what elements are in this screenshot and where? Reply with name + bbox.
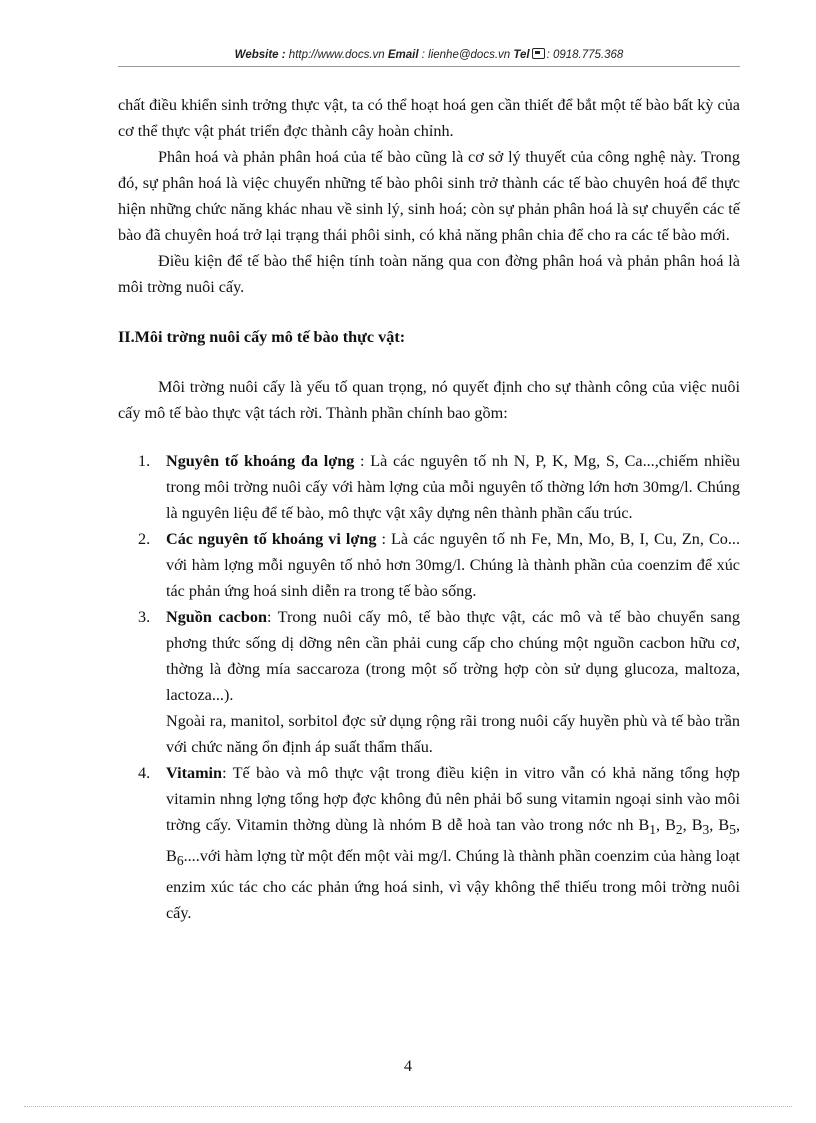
paragraph-1: chất điều khiển sinh trởng thực vật, ta có thể hoạt hoá gen cần thiết để bắt một tế bào bất kỳ của cơ thể thực vật phát triển đợc thành cây hoàn chỉnh. <box>118 96 740 140</box>
page-number: 4 <box>404 1058 412 1075</box>
list-item <box>118 760 740 926</box>
website-label: Website : <box>234 49 286 61</box>
subscript: 3 <box>702 822 710 838</box>
components-list <box>118 448 740 926</box>
list-item-text: : Tế bào và mô thực vật trong điều kiện in vitro vẫn có khả năng tổng hợp vitamin nhng lợng tổng hợp đợc không đủ nên phải bổ sung vitamin ngoại sinh vào môi trờng cấy. Vitamin thờng dùng là nhóm B dễ hoà tan vào trong nớc nh B <box>166 764 740 834</box>
subscript: 6 <box>176 853 184 869</box>
list-number: 1. <box>138 452 151 470</box>
subscript: 1 <box>649 822 657 838</box>
list-item-continuation: Ngoài ra, manitol, sorbitol đợc sử dụng rộng rãi trong nuôi cấy huyền phù và tế bào trần với chức năng ổn định áp suất thẩm thấu. <box>166 712 740 756</box>
phone-icon <box>532 48 545 59</box>
website-url: http://www.docs.vn <box>288 49 385 61</box>
list-item <box>118 526 740 604</box>
footer-divider <box>24 1106 792 1107</box>
email-label: Email <box>387 49 419 61</box>
vitamin-separator: , B <box>656 816 676 834</box>
vitamin-separator: , B <box>166 816 740 866</box>
list-number: 2. <box>138 530 151 548</box>
vitamin-separator: , B <box>709 816 730 834</box>
list-item-text-end: ....với hàm lợng từ một đến một vài mg/l. Chúng là thành phần coenzim của hàng loạt enzim xúc tác cho các phản ứng hoá sinh, vì vậy không thể thiếu trong môi trờng nuôi cấy. <box>166 847 740 923</box>
tel-value: : 0918.775.368 <box>546 49 624 61</box>
list-item-title: Vitamin <box>166 764 223 782</box>
section-heading: II.Môi trờng nuôi cấy mô tế bào thực vật: <box>118 328 406 346</box>
list-number: 4. <box>138 764 151 782</box>
page-content <box>118 92 740 926</box>
list-item <box>118 448 740 526</box>
vitamin-separator: , B <box>682 816 703 834</box>
header-divider <box>118 66 740 67</box>
list-item-text: : Trong nuôi cấy mô, tế bào thực vật, các mô và tế bào chuyển sang phơng thức sống dị dỡng nên cần phải cung cấp cho chúng một nguồn cacbon hữu cơ, thờng là đờng mía saccaroza (trong một số trờng hợp còn sử dụng glucoza, maltoza, lactoza...). <box>166 608 740 704</box>
list-item <box>118 604 740 760</box>
paragraph-2: Phân hoá và phản phân hoá của tế bào cũng là cơ sở lý thuyết của công nghệ này. Trong đó, sự phân hoá là việc chuyển những tế bào phôi sinh trở thành các tế bào chuyên hoá để thực hiện những chức năng khác nhau về sinh lý, sinh hoá; còn sự phản phân hoá là sự chuyển các tế bào đã chuyên hoá trở lại trạng thái phôi sinh, có khả năng phân chia để cho ra các tế bào mới. <box>118 148 740 244</box>
list-item-title: Nguồn cacbon <box>166 608 267 626</box>
list-item-title: Nguyên tố khoáng đa lợng <box>166 452 355 470</box>
subscript: 5 <box>729 822 736 838</box>
page-header <box>118 48 740 61</box>
subscript: 2 <box>675 822 683 838</box>
intro-paragraph: Môi trờng nuôi cấy là yếu tố quan trọng, nó quyết định cho sự thành công của việc nuôi cấy mô tế bào thực vật tách rời. Thành phần chính bao gồm: <box>118 378 740 422</box>
paragraph-3: Điều kiện để tế bào thể hiện tính toàn năng qua con đờng phân hoá và phản phân hoá là môi trờng nuôi cấy. <box>118 252 740 296</box>
list-item-title: Các nguyên tố khoáng vi lợng <box>166 530 377 548</box>
list-item-text: : Là các nguyên tố nh N, P, K, Mg, S, Ca...,chiếm nhiều trong môi trờng nuôi cấy với hàm lợng của mỗi nguyên tố thờng lớn hơn 30mg/l. Chúng là nguyên liệu để tế bào, mô thực vật xây dựng nên thành phần cấu trúc. <box>166 452 740 522</box>
tel-label: Tel <box>513 49 530 61</box>
list-number: 3. <box>138 608 151 626</box>
list-item-text: : Là các nguyên tố nh Fe, Mn, Mo, B, I, Cu, Zn, Co... với hàm lợng mỗi nguyên tố nhỏ hơn 30mg/l. Chúng là thành phần của coenzim để xúc tác phản ứng hoá sinh diễn ra trong tế bào sống. <box>166 530 741 600</box>
email-value: : lienhe@docs.vn <box>421 49 511 61</box>
